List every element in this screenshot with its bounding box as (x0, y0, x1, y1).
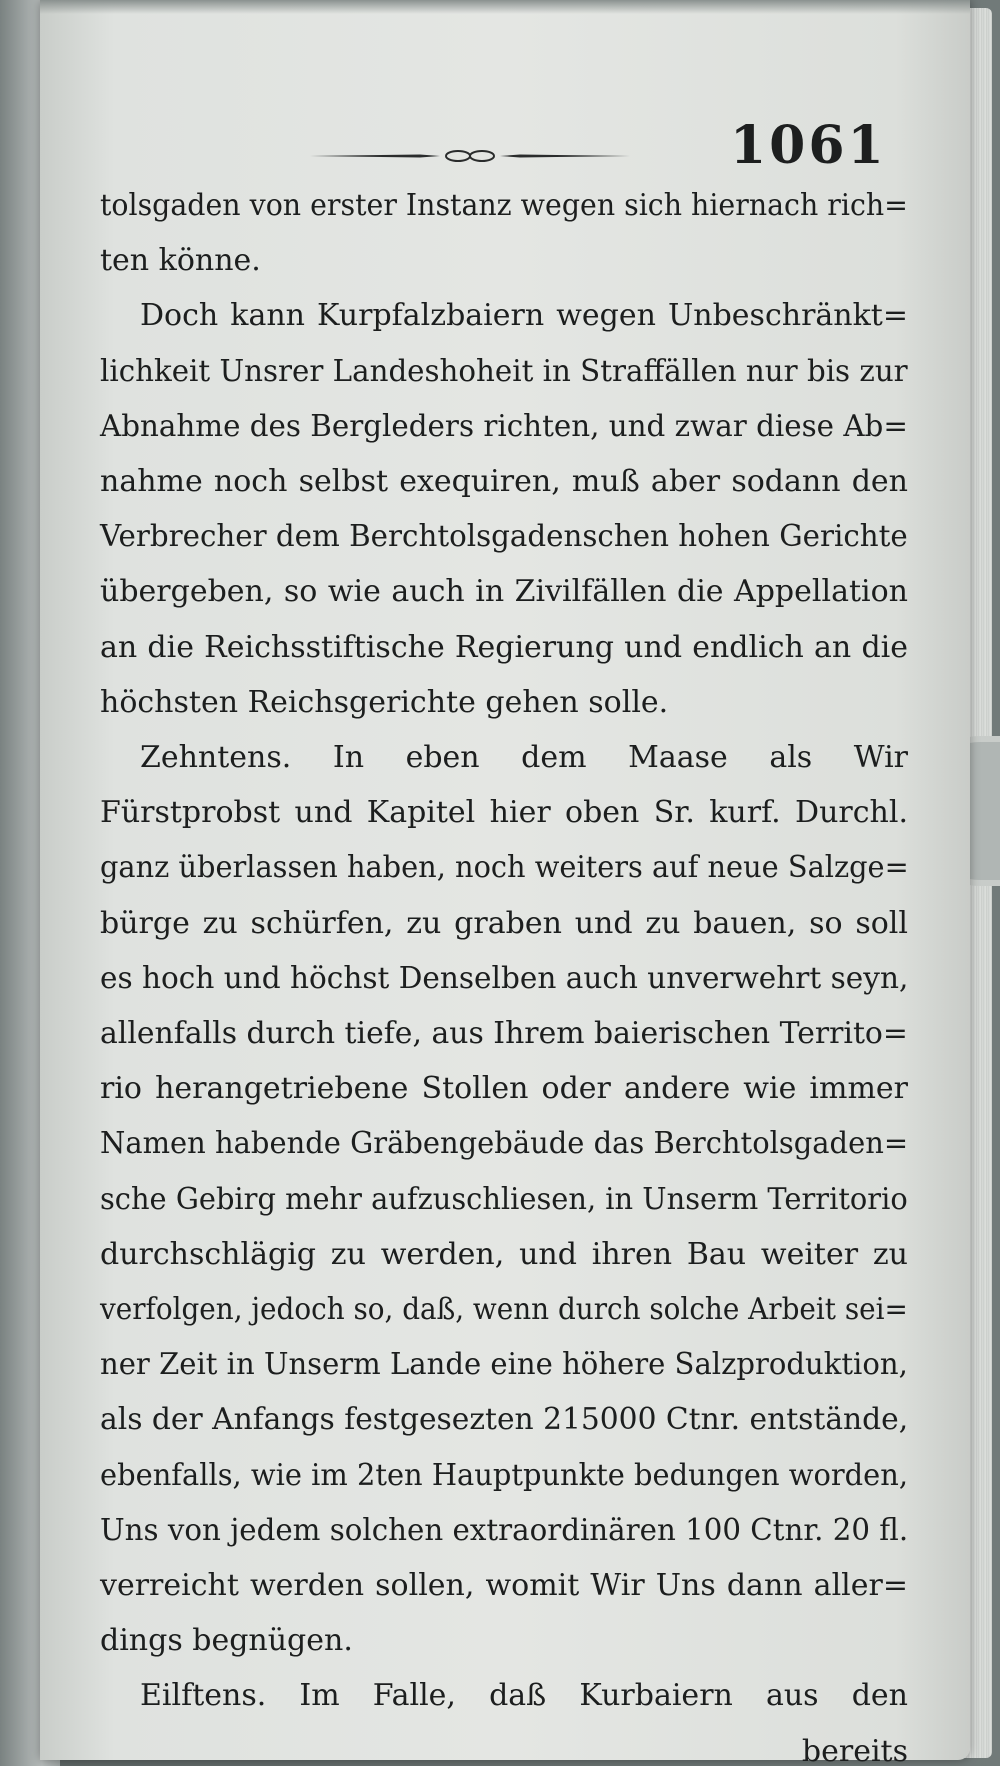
text-line: es hoch und höchst Denselben auch unverwehrt seyn, (100, 960, 909, 996)
text-line: rio herangetriebene Stollen oder andere wie immer (100, 1071, 908, 1107)
text-line: bürge zu schürfen, zu graben und zu bauen, so soll (100, 905, 908, 941)
text-line: Fürstprobst und Kapitel hier oben Sr. kurf. Durchl. (100, 795, 908, 831)
page-top-shadow (40, 0, 970, 14)
catchword: bereits (801, 1733, 908, 1766)
text-line: ten könne. (100, 243, 261, 279)
text-line: sche Gebirg mehr aufzuschliesen, in Unserm Territorio (100, 1181, 908, 1217)
text-line: ner Zeit in Unserm Lande eine höhere Salzproduktion, (100, 1347, 908, 1383)
text-line: ganz überlassen haben, noch weiters auf neue Salzge= (100, 850, 909, 886)
body-text (100, 178, 908, 1766)
text-line: tolsgaden von erster Instanz wegen sich hiernach rich= (100, 188, 908, 223)
text-line: nahme noch selbst exequiren, muß aber sodann den (100, 464, 908, 500)
text-line: durchschlägig zu werden, und ihren Bau weiter zu (100, 1236, 908, 1272)
ornamental-rule (310, 149, 630, 163)
text-line: dings begnügen. (100, 1623, 353, 1659)
text-line: verreicht werden sollen, womit Wir Uns dann aller= (100, 1568, 908, 1604)
text-line: als der Anfangs festgesezten 215000 Ctnr. entstände, (100, 1402, 909, 1438)
text-line: verfolgen, jedoch so, daß, wenn durch solche Arbeit sei= (100, 1292, 908, 1328)
text-line: an die Reichsstiftische Regierung und endlich an die (100, 629, 908, 665)
text-line: übergeben, so wie auch in Zivilfällen die Appellation (100, 574, 908, 610)
text-line: ebenfalls, wie im 2ten Hauptpunkte bedungen worden, (100, 1457, 909, 1493)
text-line: höchsten Reichsgerichte gehen solle. (100, 684, 669, 720)
text-line: Eilftens. Im Falle, daß Kurbaiern aus den (140, 1678, 908, 1714)
text-line: Abnahme des Bergleders richten, und zwar diese Ab= (100, 408, 908, 444)
text-line: Doch kann Kurpfalzbaiern wegen Unbeschränkt= (140, 298, 908, 334)
text-line: lichkeit Unsrer Landeshoheit in Straffällen nur bis zur (100, 353, 908, 389)
text-line: Verbrecher dem Berchtolsgadenschen hohen Gerichte (100, 519, 908, 555)
text-line: Zehntens. In eben dem Maase als Wir (140, 740, 908, 776)
text-line: Namen habende Gräbengebäude das Berchtolsgaden= (100, 1126, 909, 1162)
book-page (40, 0, 970, 1766)
page-number: 1061 (730, 115, 887, 176)
text-line: allenfalls durch tiefe, aus Ihrem baierischen Territo= (100, 1016, 908, 1052)
text-line: Uns von jedem solchen extraordinären 100 Ctnr. 20 fl. (100, 1512, 909, 1548)
page-header (40, 115, 970, 175)
